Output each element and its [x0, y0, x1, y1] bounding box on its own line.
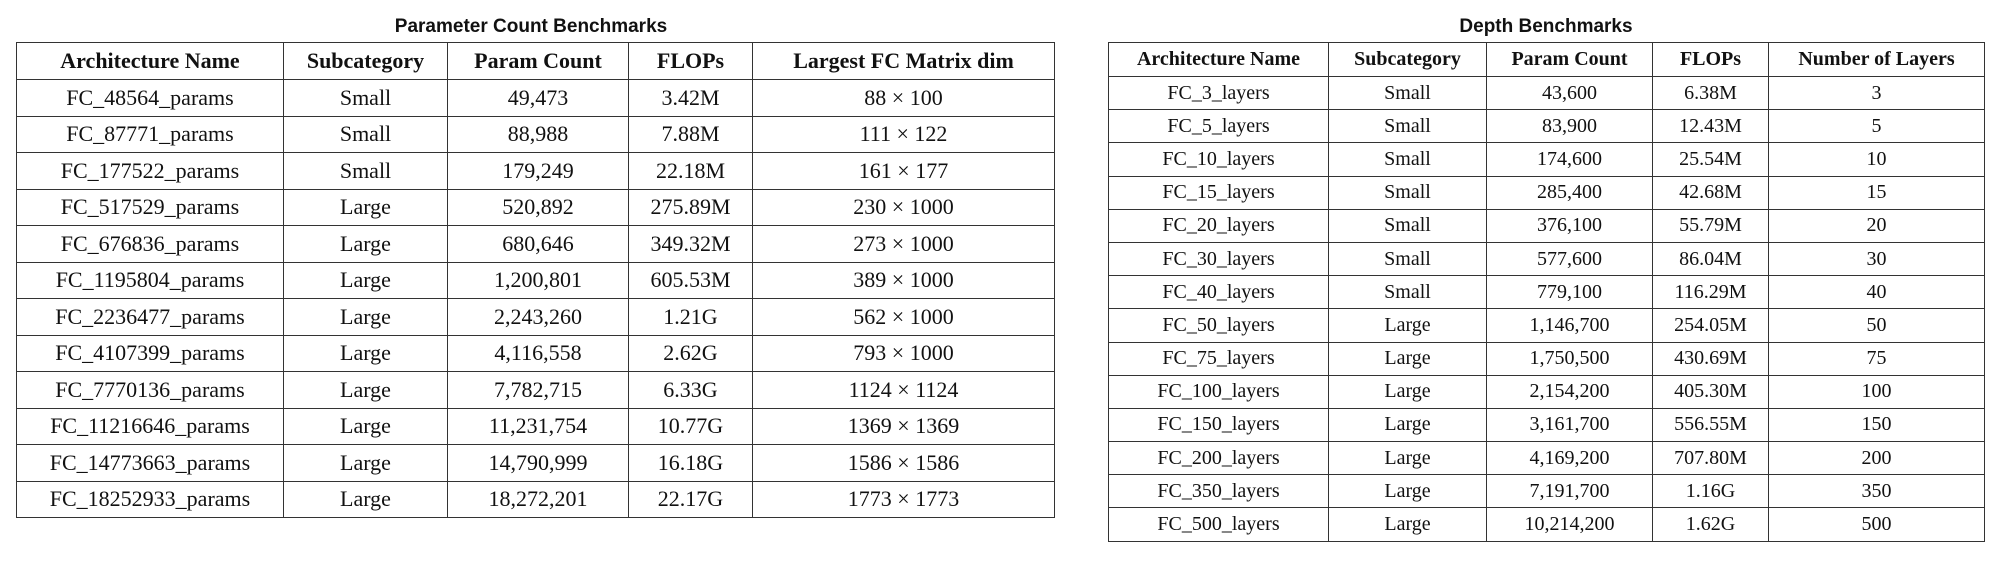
table-cell: 22.18M [629, 153, 753, 190]
table-cell: FC_7770136_params [17, 372, 284, 409]
table-cell: Large [1329, 408, 1487, 441]
table-cell: 10,214,200 [1487, 508, 1653, 541]
table-cell: 5 [1769, 110, 1985, 143]
table-cell: 577,600 [1487, 242, 1653, 275]
table-cell: 520,892 [448, 189, 629, 226]
table-cell: Small [1329, 176, 1487, 209]
table-row [1109, 375, 1985, 408]
table-cell: 389 × 1000 [753, 262, 1055, 299]
table-row [1109, 110, 1985, 143]
table-cell: 500 [1769, 508, 1985, 541]
table-cell: 174,600 [1487, 143, 1653, 176]
column-header: Largest FC Matrix dim [753, 43, 1055, 80]
table-cell: Small [284, 116, 448, 153]
table-cell: Large [284, 372, 448, 409]
table-cell: FC_350_layers [1109, 475, 1329, 508]
table-cell: 4,116,558 [448, 335, 629, 372]
table-row [17, 262, 1055, 299]
table-cell: 4,169,200 [1487, 442, 1653, 475]
table-cell: FC_18252933_params [17, 481, 284, 518]
table-row [1109, 276, 1985, 309]
table-cell: 10 [1769, 143, 1985, 176]
table-cell: 12.43M [1653, 110, 1769, 143]
table-cell: Small [1329, 143, 1487, 176]
table-row [17, 335, 1055, 372]
table-row [17, 481, 1055, 518]
table-cell: FC_14773663_params [17, 445, 284, 482]
table-cell: FC_20_layers [1109, 209, 1329, 242]
table-cell: 100 [1769, 375, 1985, 408]
table-cell: Small [284, 153, 448, 190]
table-cell: Large [284, 408, 448, 445]
table-cell: 275.89M [629, 189, 753, 226]
table-cell: 200 [1769, 442, 1985, 475]
table-row [1109, 475, 1985, 508]
table-cell: FC_15_layers [1109, 176, 1329, 209]
table-cell: 349.32M [629, 226, 753, 263]
table-title: Depth Benchmarks [1459, 16, 1633, 37]
table-cell: 1.21G [629, 299, 753, 336]
table-cell: 1,750,500 [1487, 342, 1653, 375]
table-row [1109, 77, 1985, 110]
table-cell: FC_3_layers [1109, 77, 1329, 110]
table-cell: 50 [1769, 309, 1985, 342]
table-row [17, 153, 1055, 190]
table-cell: FC_1195804_params [17, 262, 284, 299]
column-header: FLOPs [1653, 43, 1769, 77]
table-row [1109, 176, 1985, 209]
table-cell: 254.05M [1653, 309, 1769, 342]
table-cell: Small [1329, 242, 1487, 275]
table-cell: 376,100 [1487, 209, 1653, 242]
table-body [1109, 77, 1985, 542]
table-row [1109, 408, 1985, 441]
table-cell: Large [1329, 508, 1487, 541]
column-header: Number of Layers [1769, 43, 1985, 77]
table-cell: FC_10_layers [1109, 143, 1329, 176]
column-header: Subcategory [284, 43, 448, 80]
table-cell: 111 × 122 [753, 116, 1055, 153]
table-row [1109, 209, 1985, 242]
table-cell: 405.30M [1653, 375, 1769, 408]
table-cell: 707.80M [1653, 442, 1769, 475]
table-cell: Large [284, 335, 448, 372]
column-header: Param Count [448, 43, 629, 80]
table-cell: Large [1329, 475, 1487, 508]
table-row [17, 299, 1055, 336]
table-cell: 2,243,260 [448, 299, 629, 336]
table-cell: FC_200_layers [1109, 442, 1329, 475]
table-cell: FC_50_layers [1109, 309, 1329, 342]
table-cell: 161 × 177 [753, 153, 1055, 190]
table-cell: Large [284, 445, 448, 482]
table-cell: 430.69M [1653, 342, 1769, 375]
table-cell: Large [1329, 309, 1487, 342]
table-cell: FC_2236477_params [17, 299, 284, 336]
table-cell: 18,272,201 [448, 481, 629, 518]
table-cell: 1773 × 1773 [753, 481, 1055, 518]
table-cell: FC_11216646_params [17, 408, 284, 445]
table-cell: 43,600 [1487, 77, 1653, 110]
table-cell: Large [284, 481, 448, 518]
table-cell: 7,782,715 [448, 372, 629, 409]
table-cell: 42.68M [1653, 176, 1769, 209]
table-row [17, 189, 1055, 226]
table-cell: 16.18G [629, 445, 753, 482]
table-cell: 25.54M [1653, 143, 1769, 176]
header-row [17, 43, 1055, 80]
param-count-table [16, 42, 1055, 518]
table-row [1109, 143, 1985, 176]
table-cell: 20 [1769, 209, 1985, 242]
table-cell: 605.53M [629, 262, 753, 299]
table-cell: 273 × 1000 [753, 226, 1055, 263]
table-cell: Small [1329, 276, 1487, 309]
table-row [1109, 442, 1985, 475]
table-cell: Large [284, 299, 448, 336]
table-row [1109, 342, 1985, 375]
table-cell: 1.16G [1653, 475, 1769, 508]
table-cell: Large [1329, 342, 1487, 375]
table-cell: 3 [1769, 77, 1985, 110]
table-row [1109, 242, 1985, 275]
table-cell: FC_100_layers [1109, 375, 1329, 408]
table-cell: 86.04M [1653, 242, 1769, 275]
table-cell: 7,191,700 [1487, 475, 1653, 508]
table-cell: FC_30_layers [1109, 242, 1329, 275]
table-cell: 7.88M [629, 116, 753, 153]
table-cell: 6.38M [1653, 77, 1769, 110]
table-cell: 88,988 [448, 116, 629, 153]
table-cell: FC_150_layers [1109, 408, 1329, 441]
header-row [1109, 43, 1985, 77]
table-cell: 556.55M [1653, 408, 1769, 441]
table-cell: 562 × 1000 [753, 299, 1055, 336]
table-cell: 1,200,801 [448, 262, 629, 299]
table-cell: FC_48564_params [17, 80, 284, 117]
table-cell: 30 [1769, 242, 1985, 275]
table-cell: 22.17G [629, 481, 753, 518]
table-cell: 88 × 100 [753, 80, 1055, 117]
table-cell: 15 [1769, 176, 1985, 209]
table-cell: Large [284, 226, 448, 263]
table-cell: 150 [1769, 408, 1985, 441]
table-cell: 6.33G [629, 372, 753, 409]
table-title: Parameter Count Benchmarks [394, 16, 668, 37]
table-cell: FC_676836_params [17, 226, 284, 263]
table-cell: FC_75_layers [1109, 342, 1329, 375]
param-count-benchmarks [16, 0, 1054, 518]
table-cell: FC_4107399_params [17, 335, 284, 372]
column-header: Architecture Name [1109, 43, 1329, 77]
table-cell: FC_177522_params [17, 153, 284, 190]
table-row [17, 226, 1055, 263]
table-cell: 230 × 1000 [753, 189, 1055, 226]
table-cell: FC_40_layers [1109, 276, 1329, 309]
table-row [1109, 508, 1985, 541]
table-cell: 10.77G [629, 408, 753, 445]
table-cell: 1124 × 1124 [753, 372, 1055, 409]
table-cell: Small [1329, 110, 1487, 143]
table-cell: Small [1329, 209, 1487, 242]
depth-benchmarks [1108, 0, 1984, 542]
column-header: Architecture Name [17, 43, 284, 80]
column-header: Param Count [1487, 43, 1653, 77]
table-cell: 2,154,200 [1487, 375, 1653, 408]
table-cell: 75 [1769, 342, 1985, 375]
table-row [1109, 309, 1985, 342]
table-cell: 350 [1769, 475, 1985, 508]
table-cell: 83,900 [1487, 110, 1653, 143]
table-row [17, 445, 1055, 482]
table-cell: 1.62G [1653, 508, 1769, 541]
table-cell: 1,146,700 [1487, 309, 1653, 342]
depth-table [1108, 42, 1985, 542]
table-cell: 3.42M [629, 80, 753, 117]
table-cell: 40 [1769, 276, 1985, 309]
column-header: Subcategory [1329, 43, 1487, 77]
table-cell: FC_517529_params [17, 189, 284, 226]
table-row [17, 372, 1055, 409]
table-body [17, 80, 1055, 518]
table-cell: FC_87771_params [17, 116, 284, 153]
table-cell: Large [1329, 442, 1487, 475]
table-cell: 1586 × 1586 [753, 445, 1055, 482]
column-header: FLOPs [629, 43, 753, 80]
table-row [17, 80, 1055, 117]
table-cell: 14,790,999 [448, 445, 629, 482]
table-cell: Large [284, 262, 448, 299]
table-cell: 179,249 [448, 153, 629, 190]
table-cell: 793 × 1000 [753, 335, 1055, 372]
table-cell: 2.62G [629, 335, 753, 372]
table-cell: 49,473 [448, 80, 629, 117]
table-cell: Small [284, 80, 448, 117]
table-cell: 285,400 [1487, 176, 1653, 209]
table-cell: Large [1329, 375, 1487, 408]
table-cell: 680,646 [448, 226, 629, 263]
table-cell: FC_500_layers [1109, 508, 1329, 541]
table-cell: 55.79M [1653, 209, 1769, 242]
table-cell: 3,161,700 [1487, 408, 1653, 441]
table-cell: 11,231,754 [448, 408, 629, 445]
table-cell: 1369 × 1369 [753, 408, 1055, 445]
table-row [17, 408, 1055, 445]
table-cell: 779,100 [1487, 276, 1653, 309]
table-cell: FC_5_layers [1109, 110, 1329, 143]
table-cell: Small [1329, 77, 1487, 110]
table-cell: 116.29M [1653, 276, 1769, 309]
table-cell: Large [284, 189, 448, 226]
table-row [17, 116, 1055, 153]
